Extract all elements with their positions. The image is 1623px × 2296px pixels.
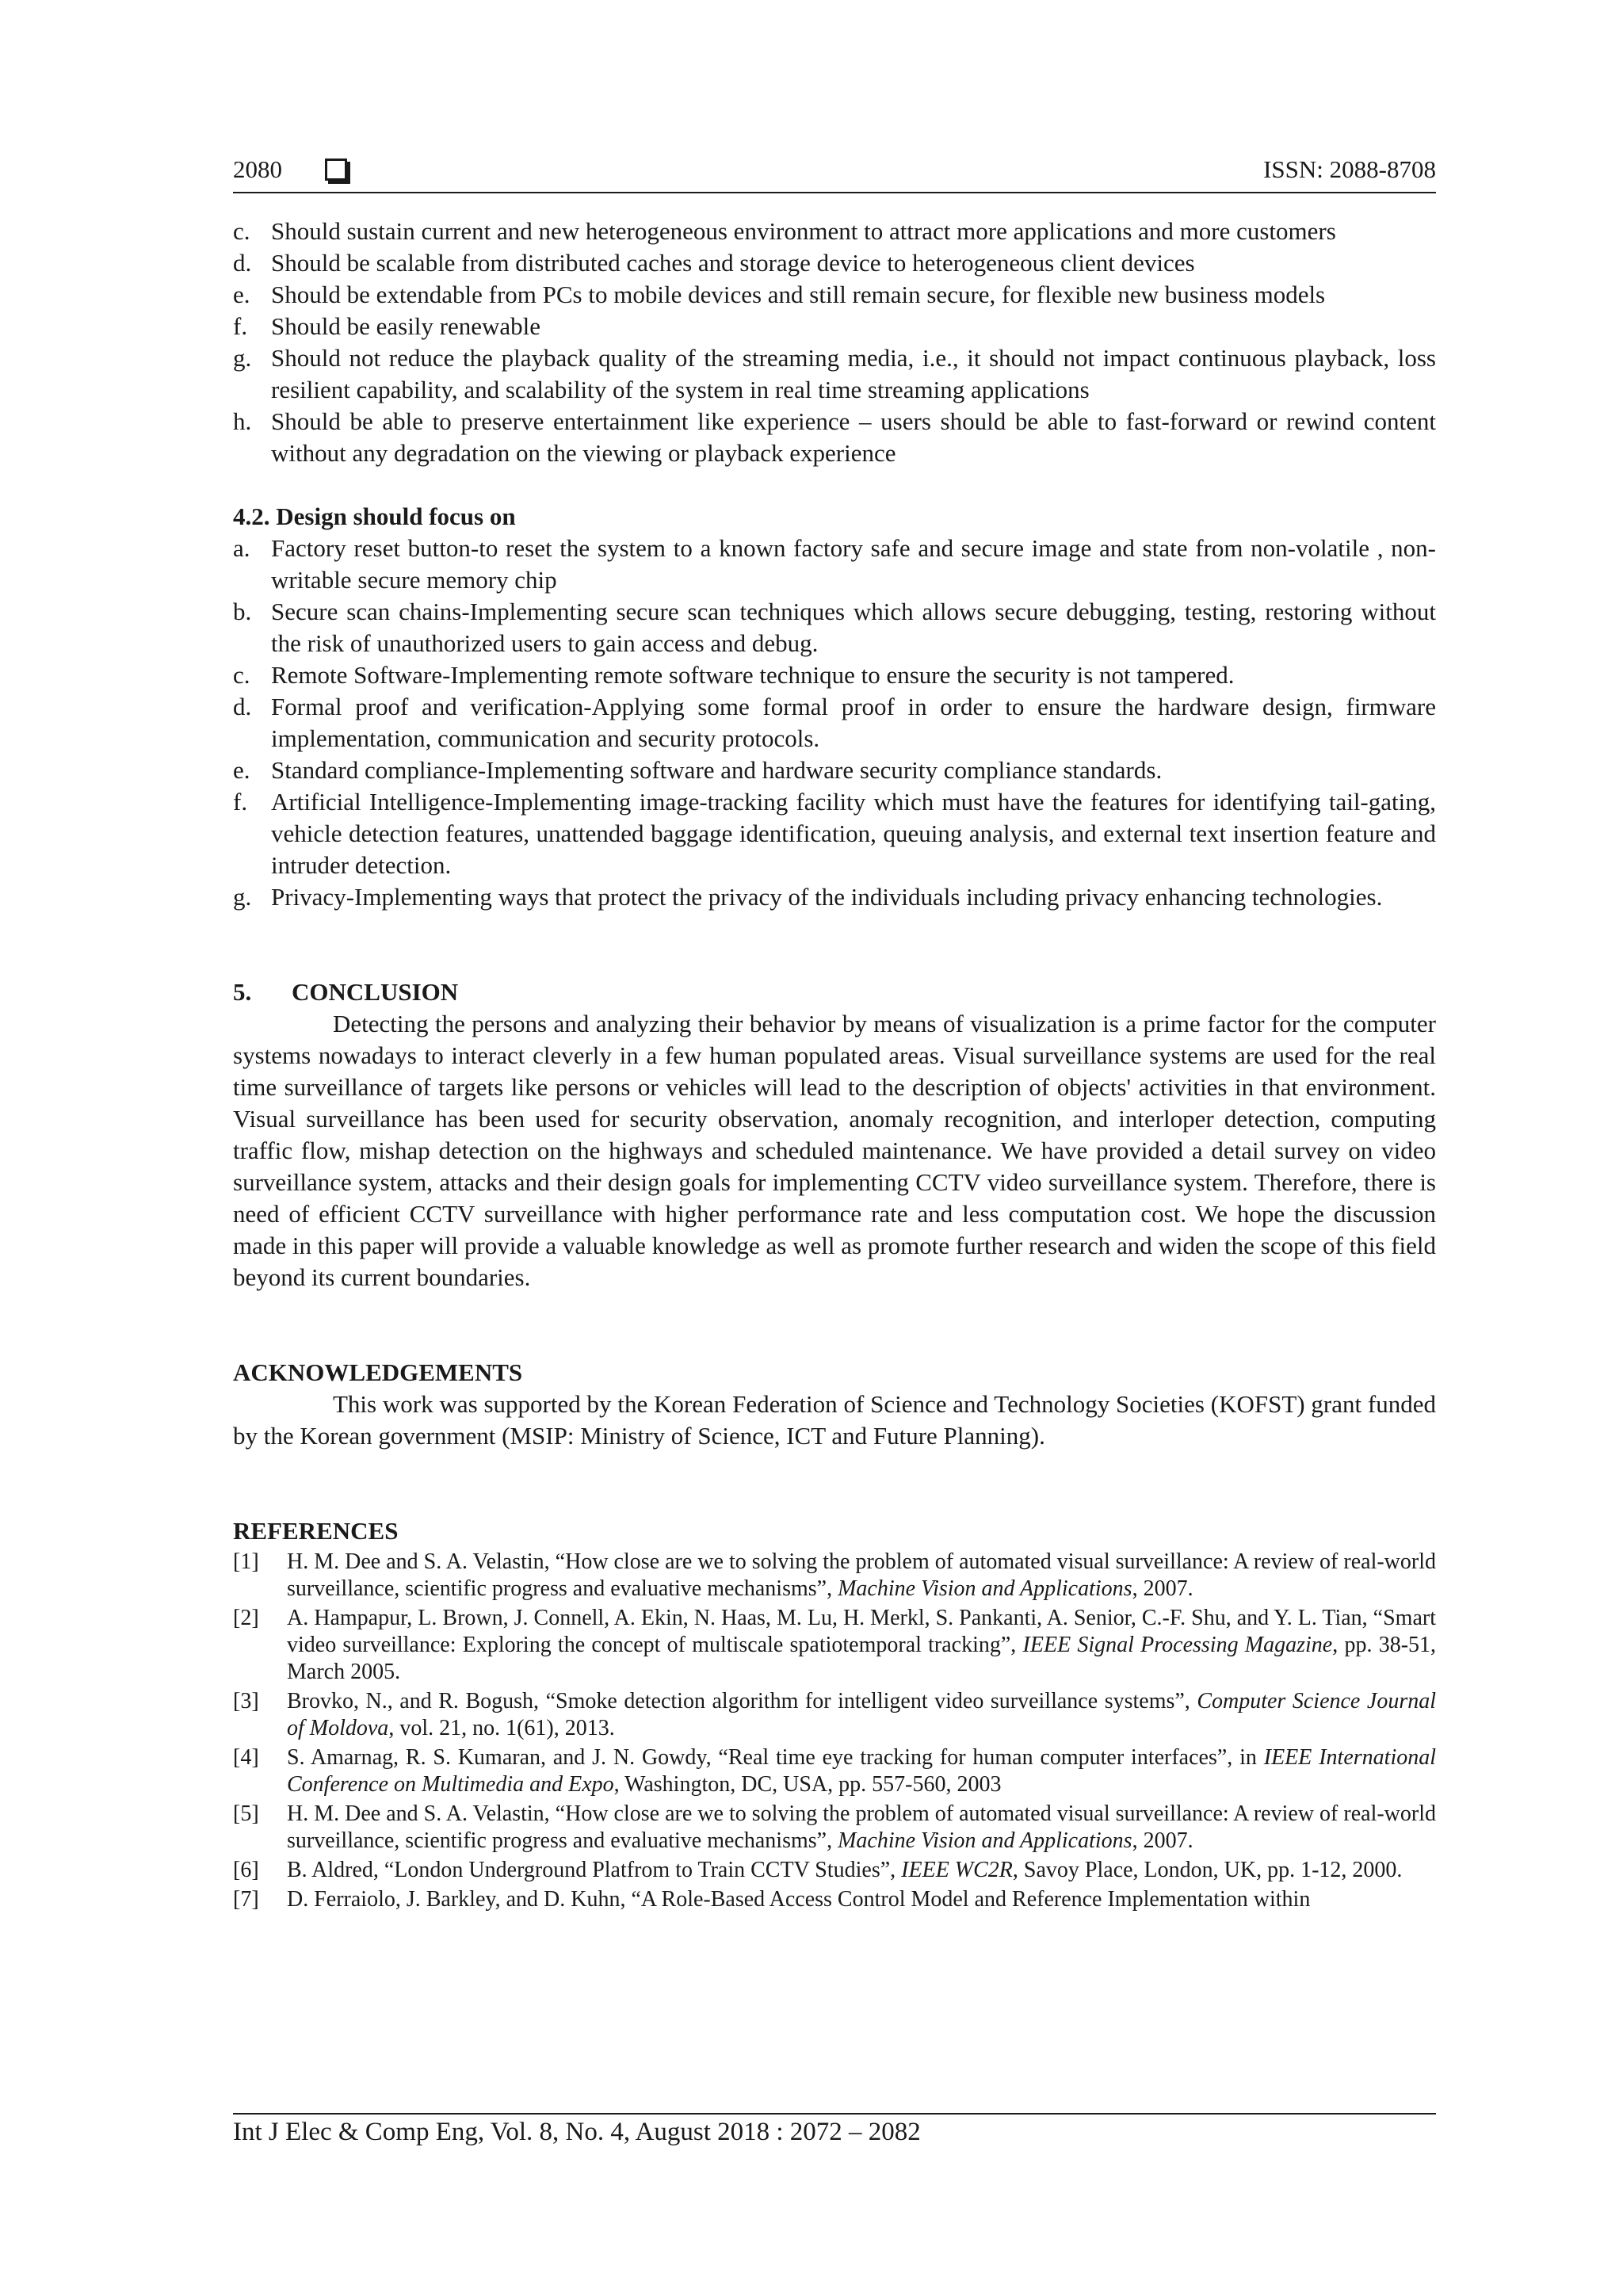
reference-details: , vol. 21, no. 1(61), 2013.	[388, 1716, 615, 1740]
list-text: Remote Software-Implementing remote software technique to ensure the security is not tampered.	[271, 661, 1235, 689]
reference-details: , 2007.	[1132, 1576, 1193, 1601]
conclusion-paragraph: Detecting the persons and analyzing their behavior by means of visualization is a prime factor for the computer systems nowadays to interact cleverly in a few human populated areas. Visual surveillance systems are used for the real time surveillance of targets like persons or vehicles will lead to the description of objects' activities in that environment. Visual surveillance has been used for security observation, anomaly recognition, and interloper detection, computing traffic flow, mishap detection on the highways and scheduled maintenance. We have provided a detail survey on video surveillance system, attacks and their design goals for implementing CCTV video surveillance system. Therefore, there is need of efficient CCTV surveillance with higher performance rate and less computation cost. We hope the discussion made in this paper will provide a valuable knowledge as well as promote further research and widen the scope of this field beyond its current boundaries.	[233, 1010, 1436, 1291]
list-text: Should be able to preserve entertainment like experience – users should be able to fast-forward or rewind content without any degradation on the viewing or playback experience	[271, 407, 1436, 467]
reference-venue: Machine Vision and Applications	[838, 1576, 1132, 1601]
list-item	[233, 786, 1436, 881]
reference-text: B. Aldred, “London Underground Platfrom to Train CCTV Studies”,	[287, 1858, 902, 1882]
reference-item	[233, 1605, 1436, 1686]
list-item	[233, 533, 1436, 596]
reference-number: [6]	[233, 1858, 259, 1882]
page-number: 2080	[233, 155, 282, 183]
page-footer: Int J Elec & Comp Eng, Vol. 8, No. 4, August 2018 : 2072 – 2082	[233, 2118, 921, 2146]
list-letter: c.	[233, 661, 250, 689]
reference-item	[233, 1886, 1436, 1913]
list-item	[233, 881, 1436, 913]
reference-text: Brovko, N., and R. Bogush, “Smoke detection algorithm for intelligent video surveillance systems”,	[287, 1689, 1197, 1713]
section-title: CONCLUSION	[292, 978, 459, 1006]
reference-venue: Machine Vision and Applications	[838, 1828, 1132, 1853]
design-focus-list	[233, 533, 1436, 913]
section-heading-4-2: 4.2. Design should focus on	[233, 502, 516, 530]
footer-divider	[233, 2113, 1436, 2115]
list-text: Should not reduce the playback quality of the streaming media, i.e., it should not impact continuous playback, loss resilient capability, and scalability of the system in real time streaming applications	[271, 344, 1436, 403]
list-letter: f.	[233, 788, 248, 816]
square-bullet-icon	[325, 159, 347, 181]
list-letter: a.	[233, 534, 250, 562]
list-text: Should be extendable from PCs to mobile devices and still remain secure, for flexible new business models	[271, 281, 1326, 308]
reference-details: , Washington, DC, USA, pp. 557-560, 2003	[613, 1772, 1002, 1797]
list-letter: e.	[233, 756, 250, 784]
list-item	[233, 659, 1436, 691]
references-heading: REFERENCES	[233, 1517, 399, 1545]
references-list	[233, 1549, 1436, 1913]
list-item	[233, 216, 1436, 247]
reference-item	[233, 1801, 1436, 1855]
reference-number: [1]	[233, 1549, 259, 1574]
list-letter: g.	[233, 344, 252, 372]
reference-venue: IEEE Signal Processing Magazine	[1022, 1633, 1333, 1657]
list-letter: f.	[233, 312, 248, 340]
list-letter: c.	[233, 217, 250, 245]
list-item	[233, 247, 1436, 279]
reference-number: [4]	[233, 1745, 259, 1770]
reference-venue: Computer Science Journal of Moldova	[287, 1689, 1436, 1740]
list-letter: d.	[233, 249, 252, 277]
reference-item	[233, 1857, 1436, 1884]
list-text: Should be scalable from distributed caches and storage device to heterogeneous client devices	[271, 249, 1195, 277]
body-content	[233, 216, 1436, 1916]
list-item	[233, 596, 1436, 659]
reference-venue: IEEE WC2R	[901, 1858, 1013, 1882]
header-divider	[233, 192, 1436, 193]
list-text: Formal proof and verification-Applying some formal proof in order to ensure the hardware design, firmware implementation, communication and security protocols.	[271, 693, 1436, 752]
reference-text: A. Hampapur, L. Brown, J. Connell, A. Ekin, N. Haas, M. Lu, H. Merkl, S. Pankanti, A. Senior, C.-F. Shu, and Y. L. Tian, “Smart video surveillance: Exploring the concept of multiscale spatiotemporal tracking”,	[287, 1606, 1436, 1657]
section-heading-conclusion	[233, 976, 1436, 1008]
list-letter: b.	[233, 598, 252, 625]
list-text: Artificial Intelligence-Implementing image-tracking facility which must have the features for identifying tail-gating, vehicle detection features, unattended baggage identification, queuing analysis, and external text insertion feature and intruder detection.	[271, 788, 1436, 879]
requirements-list	[233, 216, 1436, 469]
reference-item	[233, 1688, 1436, 1742]
reference-number: [3]	[233, 1689, 259, 1713]
list-text: Secure scan chains-Implementing secure scan techniques which allows secure debugging, testing, restoring without the risk of unauthorized users to gain access and debug.	[271, 598, 1436, 657]
list-letter: d.	[233, 693, 252, 720]
list-item	[233, 279, 1436, 311]
acknowledgements-heading: ACKNOWLEDGEMENTS	[233, 1358, 523, 1386]
list-text: Should be easily renewable	[271, 312, 541, 340]
list-letter: g.	[233, 883, 252, 911]
reference-number: [5]	[233, 1801, 259, 1826]
list-text: Standard compliance-Implementing software and hardware security compliance standards.	[271, 756, 1163, 784]
list-item	[233, 311, 1436, 342]
list-text: Should sustain current and new heterogeneous environment to attract more applications and more customers	[271, 217, 1336, 245]
issn-label: ISSN: 2088-8708	[1263, 155, 1436, 183]
list-text: Factory reset button-to reset the system to a known factory safe and secure image and state from non-volatile , non-writable secure memory chip	[271, 534, 1436, 594]
acknowledgements-paragraph: This work was supported by the Korean Federation of Science and Technology Societies (KOFST) grant funded by the Korean government (MSIP: Ministry of Science, ICT and Future Planning).	[233, 1390, 1436, 1450]
reference-text: H. M. Dee and S. A. Velastin, “How close are we to solving the problem of automated visual surveillance: A review of real-world surveillance, scientific progress and evaluative mechanisms”,	[287, 1801, 1436, 1853]
reference-item	[233, 1549, 1436, 1603]
reference-venue: IEEE International Conference on Multimedia and Expo	[287, 1745, 1436, 1797]
reference-text: S. Amarnag, R. S. Kumaran, and J. N. Gowdy, “Real time eye tracking for human computer interfaces”, in	[287, 1745, 1264, 1770]
list-letter: h.	[233, 407, 252, 435]
reference-text: H. M. Dee and S. A. Velastin, “How close are we to solving the problem of automated visual surveillance: A review of real-world surveillance, scientific progress and evaluative mechanisms”,	[287, 1549, 1436, 1601]
list-letter: e.	[233, 281, 250, 308]
list-item	[233, 755, 1436, 786]
reference-details: , pp. 38-51, March 2005.	[287, 1633, 1437, 1684]
list-item	[233, 691, 1436, 755]
reference-details: , Savoy Place, London, UK, pp. 1-12, 2000.	[1012, 1858, 1403, 1882]
reference-item	[233, 1744, 1436, 1798]
list-item	[233, 342, 1436, 406]
list-item	[233, 406, 1436, 469]
reference-text: D. Ferraiolo, J. Barkley, and D. Kuhn, “A Role-Based Access Control Model and Reference Implementation within	[287, 1887, 1311, 1912]
page-header	[233, 155, 1436, 189]
reference-number: [2]	[233, 1606, 259, 1630]
reference-number: [7]	[233, 1887, 259, 1912]
reference-details: , 2007.	[1132, 1828, 1193, 1853]
section-number: 5.	[233, 978, 252, 1006]
list-text: Privacy-Implementing ways that protect the privacy of the individuals including privacy enhancing technologies.	[271, 883, 1383, 911]
